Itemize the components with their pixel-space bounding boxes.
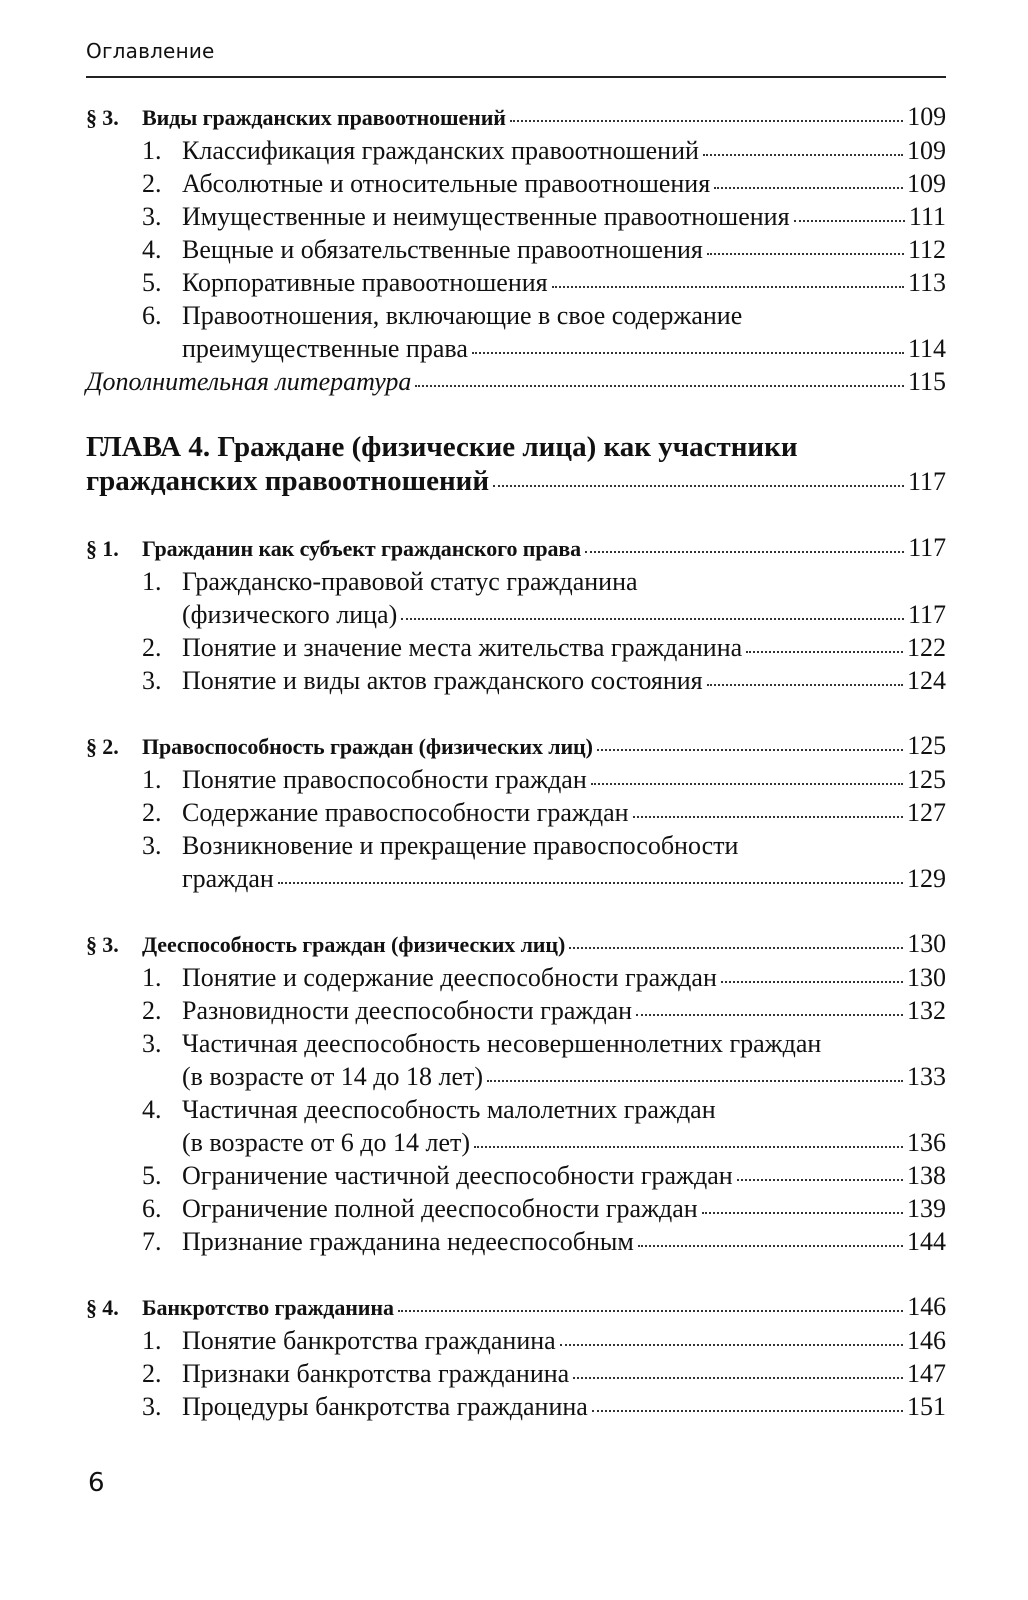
- page-ref: 109: [907, 102, 946, 131]
- page-ref: 109: [907, 169, 946, 198]
- section-number: § 1.: [86, 536, 119, 561]
- toc-item: [86, 1093, 946, 1159]
- chapter-title-line1: ГЛАВА 4. Граждане (физические лица) как участники: [86, 431, 798, 463]
- dot-leader: [415, 384, 904, 387]
- dot-leader: [737, 1178, 903, 1181]
- toc-item: [86, 1159, 946, 1192]
- item-number: 5.: [142, 1161, 162, 1190]
- dot-leader: [592, 1409, 903, 1412]
- item-title-line2: (в возрасте от 14 до 18 лет): [182, 1062, 484, 1091]
- toc-item: [86, 829, 946, 895]
- item-number: 2.: [142, 798, 162, 827]
- page-ref: 127: [907, 798, 946, 827]
- item-number: 3.: [142, 1392, 162, 1421]
- item-title: Понятие правоспособности граждан: [182, 765, 587, 794]
- section-number: § 2.: [86, 734, 119, 759]
- item-number: 1.: [142, 963, 162, 992]
- toc-section: [86, 927, 946, 961]
- item-number: 1.: [142, 1326, 162, 1355]
- section-number: § 3.: [86, 932, 119, 957]
- page-ref: 113: [907, 268, 946, 297]
- toc-chapter: [86, 430, 946, 499]
- page-ref: 139: [907, 1194, 946, 1223]
- page-ref: 138: [907, 1161, 946, 1190]
- page-ref: 117: [907, 467, 946, 496]
- page-number: 6: [88, 1468, 105, 1498]
- section-title: Гражданин как субъект гражданского права: [142, 536, 582, 561]
- dot-leader: [474, 1145, 903, 1148]
- page-ref: 122: [907, 633, 946, 662]
- toc-item: [86, 1192, 946, 1225]
- page-ref: 147: [907, 1359, 946, 1388]
- dot-leader: [714, 186, 903, 189]
- dot-leader: [707, 252, 904, 255]
- dot-leader: [585, 550, 904, 553]
- page-ref: 125: [907, 731, 946, 760]
- section-title: Виды гражданских правоотношений: [142, 105, 506, 130]
- toc-item: [86, 167, 946, 200]
- item-title-line2: (в возрасте от 6 до 14 лет): [182, 1128, 471, 1157]
- toc-section: [86, 531, 946, 565]
- page-header: [86, 36, 946, 78]
- item-number: 2.: [142, 996, 162, 1025]
- item-number: 3.: [142, 1029, 162, 1058]
- dot-leader: [493, 484, 904, 487]
- toc-section: [86, 729, 946, 763]
- item-number: 6.: [142, 1194, 162, 1223]
- toc-item: [86, 961, 946, 994]
- page-ref: 111: [908, 202, 946, 231]
- page-ref: 130: [907, 929, 946, 958]
- page-ref: 144: [907, 1227, 946, 1256]
- item-title-line1: Частичная дееспособность несовершеннолетних граждан: [182, 1029, 822, 1058]
- dot-leader: [633, 815, 903, 818]
- section-title: Правоспособность граждан (физических лиц): [142, 734, 593, 759]
- item-title: Признание гражданина недееспособным: [182, 1227, 634, 1256]
- item-number: 2.: [142, 169, 162, 198]
- page-ref: 115: [907, 367, 946, 396]
- dot-leader: [707, 683, 903, 686]
- section-title: Банкротство гражданина: [142, 1295, 394, 1320]
- page-ref: 151: [907, 1392, 946, 1421]
- toc-item: [86, 200, 946, 233]
- page-ref: 124: [907, 666, 946, 695]
- dot-leader: [398, 1309, 903, 1312]
- page-ref: 125: [907, 765, 946, 794]
- toc-item: [86, 763, 946, 796]
- running-header-title: Оглавление: [86, 39, 215, 63]
- item-title-line2: преимущественные права: [182, 334, 468, 363]
- item-number: 1.: [142, 765, 162, 794]
- item-number: 1.: [142, 567, 162, 596]
- page-ref: 146: [907, 1292, 946, 1321]
- page-ref: 112: [907, 235, 946, 264]
- toc-section: [86, 100, 946, 134]
- item-number: 2.: [142, 633, 162, 662]
- page-ref: 109: [907, 136, 946, 165]
- dot-leader: [703, 153, 903, 156]
- section-title: Дееспособность граждан (физических лиц): [142, 932, 566, 957]
- dot-leader: [573, 1376, 903, 1379]
- toc-item: [86, 796, 946, 829]
- dot-leader: [560, 1343, 903, 1346]
- section-number: § 4.: [86, 1295, 119, 1320]
- page-ref: 117: [907, 600, 946, 629]
- item-title: Понятие и содержание дееспособности граждан: [182, 963, 717, 992]
- dot-leader: [487, 1079, 903, 1082]
- toc-item: [86, 664, 946, 697]
- item-title-line2: граждан: [182, 864, 274, 893]
- dot-leader: [472, 351, 904, 354]
- page-ref: 114: [907, 334, 946, 363]
- toc-literature: [86, 365, 946, 398]
- item-title: Понятие и значение места жительства гражданина: [182, 633, 743, 662]
- item-number: 3.: [142, 666, 162, 695]
- item-title: Абсолютные и относительные правоотношения: [182, 169, 711, 198]
- toc-item: [86, 1324, 946, 1357]
- item-title-line1: Возникновение и прекращение правоспособности: [182, 831, 739, 860]
- item-title: Процедуры банкротства гражданина: [182, 1392, 588, 1421]
- item-number: 3.: [142, 831, 162, 860]
- dot-leader: [510, 119, 903, 122]
- page-ref: 130: [907, 963, 946, 992]
- dot-leader: [552, 285, 904, 288]
- item-number: 6.: [142, 301, 162, 330]
- item-number: 3.: [142, 202, 162, 231]
- dot-leader: [638, 1244, 903, 1247]
- item-number: 4.: [142, 235, 162, 264]
- toc-item: [86, 565, 946, 631]
- item-title: Классификация гражданских правоотношений: [182, 136, 699, 165]
- item-title-line2: (физического лица): [182, 600, 398, 629]
- item-number: 7.: [142, 1227, 162, 1256]
- item-title: Понятие банкротства гражданина: [182, 1326, 556, 1355]
- toc-item: [86, 1027, 946, 1093]
- item-title-line1: Правоотношения, включающие в свое содержание: [182, 301, 743, 330]
- item-title: Признаки банкротства гражданина: [182, 1359, 570, 1388]
- dot-leader: [794, 219, 905, 222]
- page-ref: 136: [907, 1128, 946, 1157]
- toc-item: [86, 1390, 946, 1423]
- chapter-title-line2: гражданских правоотношений: [86, 465, 490, 497]
- toc-item: [86, 266, 946, 299]
- page-ref: 132: [907, 996, 946, 1025]
- toc-item: [86, 1225, 946, 1258]
- page-ref: 117: [908, 533, 946, 562]
- toc-item: [86, 233, 946, 266]
- literature-title: Дополнительная литература: [86, 367, 412, 396]
- dot-leader: [702, 1211, 903, 1214]
- toc-section: [86, 1290, 946, 1324]
- item-title: Вещные и обязательственные правоотношения: [182, 235, 703, 264]
- item-title: Ограничение частичной дееспособности граждан: [182, 1161, 733, 1190]
- item-title: Имущественные и неимущественные правоотношения: [182, 202, 790, 231]
- toc-item: [86, 299, 946, 365]
- item-title: Ограничение полной дееспособности граждан: [182, 1194, 698, 1223]
- item-title: Содержание правоспособности граждан: [182, 798, 629, 827]
- item-number: 5.: [142, 268, 162, 297]
- dot-leader: [569, 946, 903, 949]
- toc-item: [86, 1357, 946, 1390]
- toc-item: [86, 994, 946, 1027]
- toc-item: [86, 134, 946, 167]
- dot-leader: [597, 748, 903, 751]
- table-of-contents: [86, 100, 946, 1423]
- dot-leader: [591, 782, 903, 785]
- page-ref: 133: [907, 1062, 946, 1091]
- page-ref: 129: [907, 864, 946, 893]
- dot-leader: [636, 1013, 903, 1016]
- item-title: Корпоративные правоотношения: [182, 268, 548, 297]
- dot-leader: [721, 980, 903, 983]
- section-number: § 3.: [86, 105, 119, 130]
- item-title-line1: Гражданско-правовой статус гражданина: [182, 567, 638, 596]
- item-number: 1.: [142, 136, 162, 165]
- item-title: Разновидности дееспособности граждан: [182, 996, 633, 1025]
- item-number: 4.: [142, 1095, 162, 1124]
- item-title: Понятие и виды актов гражданского состояния: [182, 666, 703, 695]
- toc-item: [86, 631, 946, 664]
- item-number: 2.: [142, 1359, 162, 1388]
- dot-leader: [746, 650, 903, 653]
- item-title-line1: Частичная дееспособность малолетних граждан: [182, 1095, 716, 1124]
- dot-leader: [401, 617, 904, 620]
- dot-leader: [278, 881, 903, 884]
- page-ref: 146: [907, 1326, 946, 1355]
